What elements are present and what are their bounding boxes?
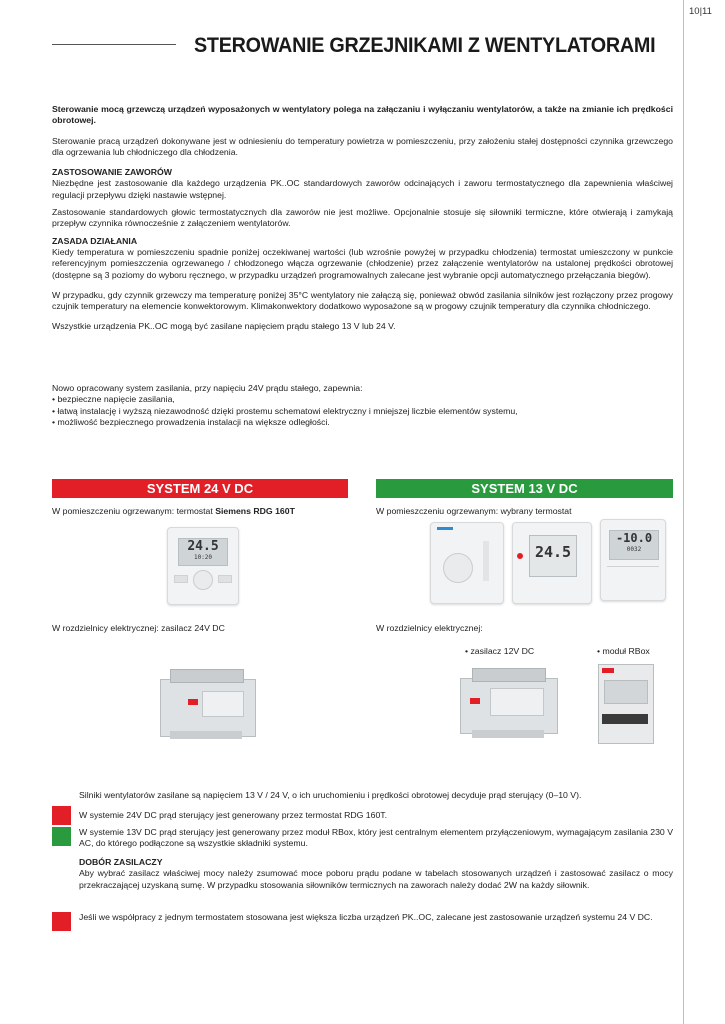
thermostat-dial: [443, 553, 473, 583]
rbox-module-image: [598, 664, 654, 744]
thermostat-lcd: [609, 530, 659, 560]
margin-divider: [683, 0, 684, 1024]
lcd-time: 10:20: [193, 554, 213, 561]
psu-label-plate: [490, 688, 544, 716]
thermostat-analog-image: [430, 522, 504, 604]
valves-heading: ZASTOSOWANIE ZAWORÓW: [52, 167, 173, 178]
marker-red: [52, 912, 71, 931]
psu-top-terminals: [170, 669, 244, 683]
lcd-temperature: 24.5: [534, 543, 572, 561]
page-numbers: 10|11: [689, 6, 712, 17]
marker-red: [52, 806, 71, 825]
list-item: • możliwość bezpiecznego prowadzenia instalacji na większe odległości.: [52, 416, 330, 427]
note-multiple-devices: Jeśli we współpracy z jednym termostatem stosowana jest większa liczba urządzeń PK..OC, zalecane jest zastosowanie urządzeń systemu 24 V DC.: [79, 912, 653, 922]
psu-12v-image: [460, 668, 556, 740]
psu-12v-label: • zasilacz 12V DC: [465, 646, 535, 656]
thermostat-brand: [437, 527, 453, 530]
marker-green: [52, 827, 71, 846]
paragraph-principle-3: Wszystkie urządzenia PK..OC mogą być zasilane napięciem prądu stałego 13 V lub 24 V.: [52, 321, 396, 332]
rbox-panel: [604, 680, 648, 704]
rbox-label: • moduł RBox: [597, 646, 650, 656]
lead-paragraph: Sterowanie mocą grzewczą urządzeń wyposażonych w wentylatory polega na załączaniu i wyłączaniu wentylatorów, a także na zmianie ich prędkości obrotowej.: [52, 104, 673, 126]
psu-bottom-terminals: [170, 731, 242, 739]
thermostat-model: Siemens RDG 160T: [215, 506, 295, 516]
lcd-small: 0032: [626, 546, 642, 553]
psu-selection-text: Aby wybrać zasilacz właściwej mocy należy zsumować moce poboru prądu podane w tabelach stosowanych urządzeń i zastosować zasilacz o mocy przekraczającej uzyskaną sumę. W przypadku stosowania siłowników termicznych na zaworach należy dodać 2W na każdy siłownik.: [79, 868, 673, 890]
system-24v-room-caption: [52, 506, 295, 516]
power-list: [52, 394, 673, 428]
power-intro: Nowo opracowany system zasilania, przy napięciu 24V prądu stałego, zapewnia:: [52, 383, 363, 393]
note-13v: W systemie 13V DC prąd sterujący jest generowany przez moduł RBox, który jest centralnym elementem przyłączeniowym, wymagającym zasilania 230 V AC, do którego podłączone są wszystkie składniki systemu.: [79, 827, 673, 849]
thermostat-lcd: [178, 538, 228, 566]
psu-24v-image: [160, 669, 254, 739]
thermostat-switches: [483, 541, 489, 581]
power-section: [52, 383, 673, 428]
paragraph-control: Sterowanie pracą urządzeń dokonywane jest w odniesieniu do temperatury powietrza w pomieszczeniu, przy założeniu stałej dostępności czynnika grzewczego dla ogrzewania lub chłodniczego dla chłodzenia.: [52, 135, 673, 157]
thermostat-button-left: [174, 575, 188, 583]
principle-heading: ZASADA DZIAŁANIA: [52, 235, 138, 246]
lcd-temperature: 24.5: [187, 539, 219, 554]
thermostat-knob: [193, 570, 213, 590]
list-item: • bezpieczne napięcie zasilania,: [52, 394, 175, 405]
paragraph-valves-1: Niezbędne jest zastosowanie dla każdego urządzenia PK..OC standardowych zaworów odcinających i zaworu termostatycznego dla zapewnienia właściwej regulacji przepływu dzięki nastawie wstępnej.: [52, 178, 673, 200]
room-caption-prefix: W pomieszczeniu ogrzewanym: termostat: [52, 506, 216, 516]
lcd-temperature: -10.0: [615, 531, 653, 545]
rbox-body: [598, 664, 654, 744]
thermostat-led: [517, 553, 523, 559]
system-13v-room-caption: W pomieszczeniu ogrzewanym: wybrany termostat: [376, 506, 572, 516]
psu-top-terminals: [472, 668, 546, 682]
thermostat-lcd: [529, 535, 577, 577]
thermostat-buttons: [607, 566, 659, 589]
paragraph-valves-2: Zastosowanie standardowych głowic termostatycznych dla zaworów nie jest możliwe. Opcjonalnie stosuje się siłowniki termiczne, które otwierają i zamykają przepływ czynnika równocześnie z załączeniem wentylatorów.: [52, 207, 673, 229]
page-title: STEROWANIE GRZEJNIKAMI Z WENTYLATORAMI: [194, 33, 656, 57]
psu-label-plate: [202, 691, 244, 717]
system-13v-header: SYSTEM 13 V DC: [376, 479, 673, 498]
system-13v-cabinet-caption: W rozdzielnicy elektrycznej:: [376, 623, 483, 633]
psu-bottom-terminals: [472, 730, 544, 738]
thermostat-rdg160t-image: [167, 527, 239, 605]
psu-brand-label: [470, 698, 480, 704]
thermostat-programmable-image: [600, 519, 666, 601]
header-rule: [52, 44, 176, 45]
list-item: • łatwą instalację i wyższą niezawodność dzięki prostemu schematowi elektryczny i mniejszej liczbie elementów systemu,: [52, 405, 518, 416]
intro-section: [52, 104, 673, 339]
rbox-brand-label: [602, 668, 614, 673]
psu-brand-label: [188, 699, 198, 705]
system-24v-cabinet-caption: W rozdzielnicy elektrycznej: zasilacz 24V DC: [52, 623, 225, 633]
thermostat-digital-image: [512, 522, 592, 604]
paragraph-principle-1: Kiedy temperatura w pomieszczeniu spadnie poniżej oczekiwanej wartości (lub wzrośnie powyżej w przypadku chłodzenia) termostat umieszczony w punkcie referencyjnym pomieszczenia ogrzewanego / chłodzonego włącza ogrzewanie (chłodzenie) przez załączenie wentylatorów na ustalonej prędkości obrotowej (dostępne są 3 poziomy do wyboru ręcznego, w przypadku urządzeń programowalnych zalecane jest wybranie opcji automatycznego przełączania biegów).: [52, 246, 673, 280]
note-24v: W systemie 24V DC prąd sterujący jest generowany przez termostat RDG 160T.: [79, 810, 388, 820]
thermostat-button-right: [218, 575, 232, 583]
psu-selection-heading: DOBÓR ZASILACZY: [79, 857, 163, 867]
rbox-terminals: [602, 714, 648, 724]
paragraph-principle-2: W przypadku, gdy czynnik grzewczy ma temperaturę poniżej 35°C wentylatory nie załączą się, ponieważ obwód zasilania silników jest rozłączony przez progowy czujnik temperatury na elemencie konwektorowym. Klimakonwektory dodatkowo wyposażone są w progowy czujnik temperatury dla czynnika chłodniczego.: [52, 289, 673, 312]
system-24v-header: SYSTEM 24 V DC: [52, 479, 348, 498]
note-fan-motors: Silniki wentylatorów zasilane są napięciem 13 V / 24 V, o ich uruchomieniu i prędkości obrotowej decyduje prąd sterujący (0–10 V).: [79, 790, 582, 800]
psu-selection-section: [79, 857, 673, 891]
